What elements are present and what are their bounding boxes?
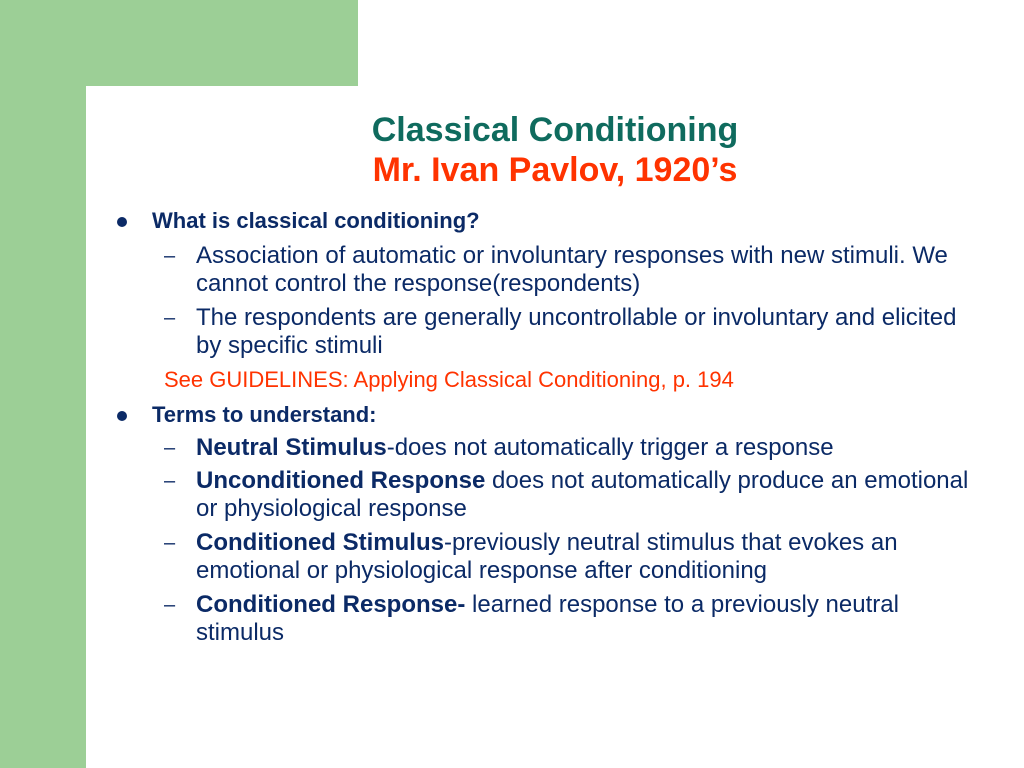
sub-bullet-association [164, 242, 976, 298]
term-neutral-stimulus [164, 434, 996, 462]
dash-icon: – [164, 532, 176, 554]
term-definition: learned response to a previously neutral stimulus [196, 591, 899, 646]
term-conditioned-response [164, 591, 956, 647]
bullet-terms-to-understand [152, 402, 1012, 428]
term-name: Conditioned Stimulus [196, 529, 444, 556]
bullet-what-is-classical-conditioning [152, 208, 1012, 234]
term-unconditioned-response [164, 467, 996, 523]
dash-icon: – [164, 594, 176, 616]
sub-bullet-text: Association of automatic or involuntary responses with new stimuli. We cannot control the response(respondents) [196, 242, 948, 297]
term-definition: does not automatically produce an emotional or physiological response [196, 467, 969, 522]
bullet-dot-icon [117, 217, 127, 227]
term-conditioned-stimulus [164, 529, 996, 585]
term-name: Unconditioned Response [196, 467, 486, 494]
bullet-heading-text: Terms to understand: [152, 402, 377, 427]
dash-icon: – [164, 437, 176, 459]
bullet-dot-icon [117, 411, 127, 421]
dash-icon: – [164, 307, 176, 329]
term-name: Conditioned Response- [196, 591, 466, 618]
slide-title-main: Classical Conditioning [371, 111, 739, 149]
term-definition: -does not automatically trigger a response [386, 434, 834, 461]
guidelines-reference: See GUIDELINES: Applying Classical Conditioning, p. 194 [164, 367, 734, 392]
sub-bullet-text: The respondents are generally uncontrollable or involuntary and elicited by specific stimuli [196, 304, 957, 359]
bullet-heading-text: What is classical conditioning? [152, 208, 480, 233]
term-name: Neutral Stimulus [196, 434, 387, 461]
slide-title-subtitle: Mr. Ivan Pavlov, 1920’s [372, 151, 738, 189]
dash-icon: – [164, 245, 176, 267]
term-definition: -previously neutral stimulus that evokes an emotional or physiological response after conditioning [196, 529, 898, 584]
sub-bullet-respondents [164, 304, 966, 360]
dash-icon: – [164, 470, 176, 492]
